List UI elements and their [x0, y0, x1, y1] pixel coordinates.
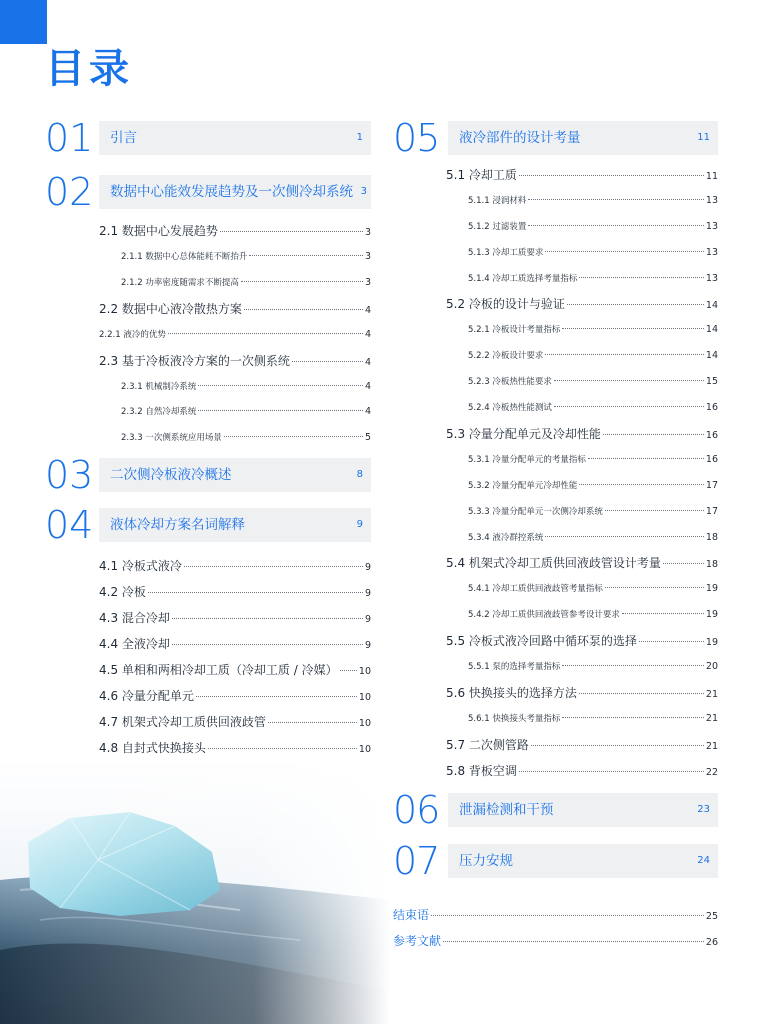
toc-entry-page: 4 — [364, 381, 371, 392]
leader-dots — [562, 665, 704, 666]
page-title: 目录 — [45, 46, 133, 92]
toc-entry-text: 5.5 冷板式液冷回路中循环泵的选择 — [446, 634, 637, 648]
toc-entry-text: 4.4 全液冷却 — [99, 637, 170, 651]
toc-entry[interactable] — [99, 583, 371, 600]
toc-entry-page: 9 — [364, 640, 371, 651]
chapter-05[interactable] — [393, 116, 718, 160]
chapter-bar — [99, 508, 371, 542]
leader-dots — [545, 536, 704, 537]
toc-entry-text: 2.3.3 一次侧系统应用场景 — [121, 433, 222, 443]
chapter-title: 液体冷却方案名词解释 — [110, 517, 245, 533]
toc-entry[interactable] — [121, 380, 371, 392]
leader-dots — [172, 644, 363, 645]
toc-entry-page: 16 — [705, 454, 718, 465]
leader-dots — [622, 613, 704, 614]
toc-entry[interactable] — [446, 425, 718, 442]
toc-entry-page: 3 — [364, 251, 371, 262]
toc-entry-page: 9 — [364, 614, 371, 625]
chapter-page: 8 — [356, 469, 363, 480]
toc-entry-page: 13 — [705, 247, 718, 258]
toc-entry-text: 2.3.1 机械制冷系统 — [121, 382, 197, 392]
chapter-title: 二次侧冷板液冷概述 — [110, 467, 232, 483]
toc-entry-text: 5.4 机架式冷却工质供回液歧管设计考量 — [446, 556, 661, 570]
toc-entry-text: 5.3.2 冷量分配单元冷却性能 — [468, 481, 578, 491]
toc-entry[interactable] — [468, 220, 718, 232]
toc-entry-page: 13 — [705, 221, 718, 232]
chapter-title: 引言 — [110, 130, 137, 146]
chapter-number: 02 — [45, 170, 94, 214]
toc-entry[interactable] — [99, 713, 371, 730]
leader-dots — [579, 277, 704, 278]
leader-dots — [340, 670, 357, 671]
toc-entry[interactable] — [99, 222, 371, 239]
toc-entry[interactable] — [99, 300, 371, 317]
leader-dots — [198, 410, 363, 411]
toc-entry-page: 13 — [705, 195, 718, 206]
chapter-number: 06 — [393, 788, 440, 832]
ice-water-image — [0, 760, 390, 1024]
toc-entry-text: 5.4.1 冷却工质供回液歧管考量指标 — [468, 584, 603, 594]
toc-entry-text: 2.2 数据中心液冷散热方案 — [99, 302, 242, 316]
chapter-07[interactable] — [393, 839, 718, 883]
leader-dots — [545, 251, 704, 252]
toc-entry[interactable] — [468, 453, 718, 465]
toc-entry-text: 5.2.1 冷板设计考量指标 — [468, 325, 561, 335]
toc-entry-page: 4 — [364, 305, 371, 316]
toc-entry-text: 5.6 快换接头的选择方法 — [446, 686, 577, 700]
leader-dots — [588, 458, 704, 459]
toc-entry-text: 5.1.2 过滤装置 — [468, 222, 527, 232]
toc-entry[interactable] — [99, 609, 371, 626]
toc-entry-text: 2.3 基于冷板液冷方案的一次侧系统 — [99, 354, 290, 368]
toc-entry-page: 19 — [705, 583, 718, 594]
toc-entry-text: 5.1.4 冷却工质选择考量指标 — [468, 274, 578, 284]
leader-dots — [545, 354, 704, 355]
toc-entry[interactable] — [446, 762, 718, 779]
leader-dots — [639, 641, 704, 642]
corner-accent-block — [0, 0, 47, 44]
leader-dots — [268, 722, 357, 723]
leader-dots — [244, 309, 363, 310]
leader-dots — [519, 771, 704, 772]
leader-dots — [431, 915, 704, 916]
toc-entry[interactable] — [99, 687, 371, 704]
chapter-page: 9 — [356, 519, 363, 530]
toc-entry[interactable] — [468, 323, 718, 335]
leader-dots — [579, 484, 704, 485]
toc-entry-text: 5.1.3 冷却工质要求 — [468, 248, 544, 258]
chapter-bar — [99, 121, 371, 155]
toc-entry[interactable] — [446, 554, 718, 571]
toc-entry[interactable] — [468, 246, 718, 258]
toc-entry-text: 5.7 二次侧管路 — [446, 738, 529, 752]
leader-dots — [249, 255, 363, 256]
toc-entry[interactable] — [468, 272, 718, 284]
toc-entry-text: 5.3.1 冷量分配单元的考量指标 — [468, 455, 586, 465]
toc-entry-page: 5 — [364, 432, 371, 443]
toc-entry-page: 3 — [364, 227, 371, 238]
toc-entry[interactable] — [468, 531, 718, 543]
chapter-03[interactable] — [45, 453, 371, 497]
toc-entry[interactable] — [99, 352, 371, 369]
leader-dots — [567, 304, 704, 305]
leader-dots — [603, 434, 704, 435]
toc-entry-page: 25 — [705, 911, 718, 922]
leader-dots — [528, 225, 704, 226]
leader-dots — [196, 696, 357, 697]
toc-entry-page: 10 — [358, 692, 371, 703]
leader-dots — [663, 563, 704, 564]
toc-entry[interactable] — [468, 479, 718, 491]
toc-entry-page: 3 — [364, 277, 371, 288]
chapter-number: 07 — [393, 839, 440, 883]
toc-entry-text: 5.3 冷量分配单元及冷却性能 — [446, 427, 601, 441]
toc-entry-page: 21 — [705, 741, 718, 752]
toc-entry[interactable] — [446, 632, 718, 649]
leader-dots — [220, 231, 363, 232]
toc-entry-text: 4.6 冷量分配单元 — [99, 689, 194, 703]
toc-entry-page: 16 — [705, 430, 718, 441]
leader-dots — [443, 941, 704, 942]
toc-entry-text: 4.1 冷板式液冷 — [99, 559, 182, 573]
toc-entry-page: 10 — [358, 744, 371, 755]
toc-entry[interactable] — [468, 401, 718, 413]
toc-entry-text: 4.2 冷板 — [99, 585, 146, 599]
toc-entry-text: 5.2.2 冷板设计要求 — [468, 351, 544, 361]
chapter-bar — [99, 458, 371, 492]
leader-dots — [224, 436, 363, 437]
toc-entry-page: 14 — [705, 350, 718, 361]
toc-entry-text: 2.1.1 数据中心总体能耗不断抬升 — [121, 252, 248, 262]
toc-entry[interactable] — [121, 405, 371, 417]
toc-entry-page: 9 — [364, 562, 371, 573]
toc-entry-page: 4 — [364, 357, 371, 368]
leader-dots — [168, 333, 363, 334]
leader-dots — [579, 693, 704, 694]
toc-entry-page: 19 — [705, 637, 718, 648]
toc-entry-page: 20 — [705, 661, 718, 672]
toc-entry-page: 11 — [705, 171, 718, 182]
toc-entry[interactable] — [446, 295, 718, 312]
toc-entry[interactable] — [446, 684, 718, 701]
chapter-01[interactable] — [45, 116, 371, 160]
chapter-bar — [448, 793, 718, 827]
toc-entry-text: 5.3.3 冷量分配单元一次侧冷却系统 — [468, 507, 603, 517]
toc-entry-page: 10 — [358, 718, 371, 729]
leader-dots — [208, 748, 357, 749]
toc-entry[interactable] — [121, 276, 371, 288]
toc-entry-page: 21 — [705, 689, 718, 700]
leader-dots — [562, 717, 704, 718]
toc-entry-page: 18 — [705, 532, 718, 543]
chapter-title: 数据中心能效发展趋势及一次侧冷却系统 — [110, 184, 353, 200]
toc-entry-page: 9 — [364, 588, 371, 599]
chapter-04[interactable] — [45, 503, 371, 547]
toc-entry-page: 26 — [705, 937, 718, 948]
toc-entry-text: 2.1 数据中心发展趋势 — [99, 224, 218, 238]
chapter-06[interactable] — [393, 788, 718, 832]
toc-entry[interactable] — [99, 635, 371, 652]
toc-entry-text: 2.1.2 功率密度随需求不断提高 — [121, 278, 239, 288]
toc-entry-text: 4.3 混合冷却 — [99, 611, 170, 625]
chapter-number: 04 — [45, 503, 94, 547]
toc-entry[interactable] — [468, 505, 718, 517]
toc-entry[interactable] — [99, 739, 371, 756]
leader-dots — [519, 175, 704, 176]
chapter-page: 11 — [697, 132, 710, 143]
toc-entry-text: 结束语 — [393, 908, 430, 922]
chapter-page: 24 — [697, 855, 710, 866]
toc-entry-page: 18 — [705, 559, 718, 570]
toc-entry-text: 5.8 背板空调 — [446, 764, 517, 778]
toc-entry[interactable] — [468, 375, 718, 387]
leader-dots — [184, 566, 363, 567]
toc-entry[interactable] — [121, 431, 371, 443]
toc-entry-page: 10 — [358, 666, 371, 677]
leader-dots — [528, 199, 704, 200]
toc-entry[interactable] — [468, 194, 718, 206]
toc-entry-page: 14 — [705, 324, 718, 335]
chapter-bar — [99, 175, 371, 209]
toc-entry-text: 5.3.4 液冷群控系统 — [468, 533, 544, 543]
toc-entry-text: 4.5 单相和两相冷却工质（冷却工质 / 冷媒） — [99, 663, 338, 677]
toc-entry[interactable] — [99, 328, 371, 340]
toc-entry-text: 4.7 机架式冷却工质供回液歧管 — [99, 715, 266, 729]
leader-dots — [562, 328, 704, 329]
leader-dots — [605, 587, 704, 588]
toc-entry-text: 2.3.2 自然冷却系统 — [121, 407, 197, 417]
toc-entry-page: 13 — [705, 273, 718, 284]
toc-entry-text: 5.6.1 快换接头考量指标 — [468, 714, 561, 724]
toc-entry-text: 5.5.1 泵的选择考量指标 — [468, 662, 561, 672]
leader-dots — [554, 380, 704, 381]
chapter-bar — [448, 844, 718, 878]
chapter-page: 23 — [697, 804, 710, 815]
toc-entry-page: 22 — [705, 767, 718, 778]
toc-entry-text: 参考文献 — [393, 934, 442, 948]
toc-entry-page: 4 — [364, 329, 371, 340]
toc-entry[interactable] — [99, 661, 371, 678]
leader-dots — [554, 406, 704, 407]
chapter-title: 泄漏检测和干预 — [459, 802, 554, 818]
toc-entry[interactable] — [468, 660, 718, 672]
toc-entry[interactable] — [446, 166, 718, 183]
toc-entry-text: 2.2.1 液冷的优势 — [99, 330, 166, 340]
chapter-number: 01 — [45, 116, 94, 160]
toc-entry[interactable] — [446, 736, 718, 753]
toc-entry-text: 5.1 冷却工质 — [446, 168, 517, 182]
toc-entry[interactable] — [468, 349, 718, 361]
leader-dots — [148, 592, 363, 593]
leader-dots — [531, 745, 704, 746]
leader-dots — [241, 281, 363, 282]
toc-entry-text: 4.8 自封式快换接头 — [99, 741, 206, 755]
toc-entry-page: 16 — [705, 402, 718, 413]
toc-entry-page: 4 — [364, 406, 371, 417]
chapter-number: 05 — [393, 116, 440, 160]
toc-entry[interactable] — [121, 250, 371, 262]
toc-entry[interactable] — [99, 557, 371, 574]
toc-entry-page: 19 — [705, 609, 718, 620]
toc-entry-text: 5.4.2 冷却工质供回液歧管参考设计要求 — [468, 610, 620, 620]
chapter-bar — [448, 121, 718, 155]
toc-entry-text: 5.1.1 浸润材料 — [468, 196, 527, 206]
toc-entry-page: 14 — [705, 300, 718, 311]
chapter-title: 压力安规 — [459, 853, 513, 869]
chapter-title: 液冷部件的设计考量 — [459, 130, 581, 146]
toc-entry[interactable] — [468, 582, 718, 594]
toc-entry-conclusion[interactable] — [393, 906, 718, 923]
leader-dots — [292, 361, 363, 362]
toc-entry-page: 21 — [705, 713, 718, 724]
chapter-page: 3 — [360, 186, 367, 197]
toc-entry-text: 5.2.3 冷板热性能要求 — [468, 377, 552, 387]
toc-entry-page: 17 — [705, 506, 718, 517]
toc-entry[interactable] — [468, 712, 718, 724]
chapter-page: 1 — [356, 132, 363, 143]
toc-entry-page: 17 — [705, 480, 718, 491]
toc-entry-page: 15 — [705, 376, 718, 387]
chapter-02[interactable] — [45, 170, 371, 214]
leader-dots — [172, 618, 363, 619]
toc-entry-text: 5.2.4 冷板热性能测试 — [468, 403, 552, 413]
leader-dots — [605, 510, 704, 511]
toc-entry-text: 5.2 冷板的设计与验证 — [446, 297, 565, 311]
leader-dots — [198, 385, 363, 386]
toc-entry[interactable] — [468, 608, 718, 620]
toc-entry-references[interactable] — [393, 932, 718, 949]
chapter-number: 03 — [45, 453, 94, 497]
